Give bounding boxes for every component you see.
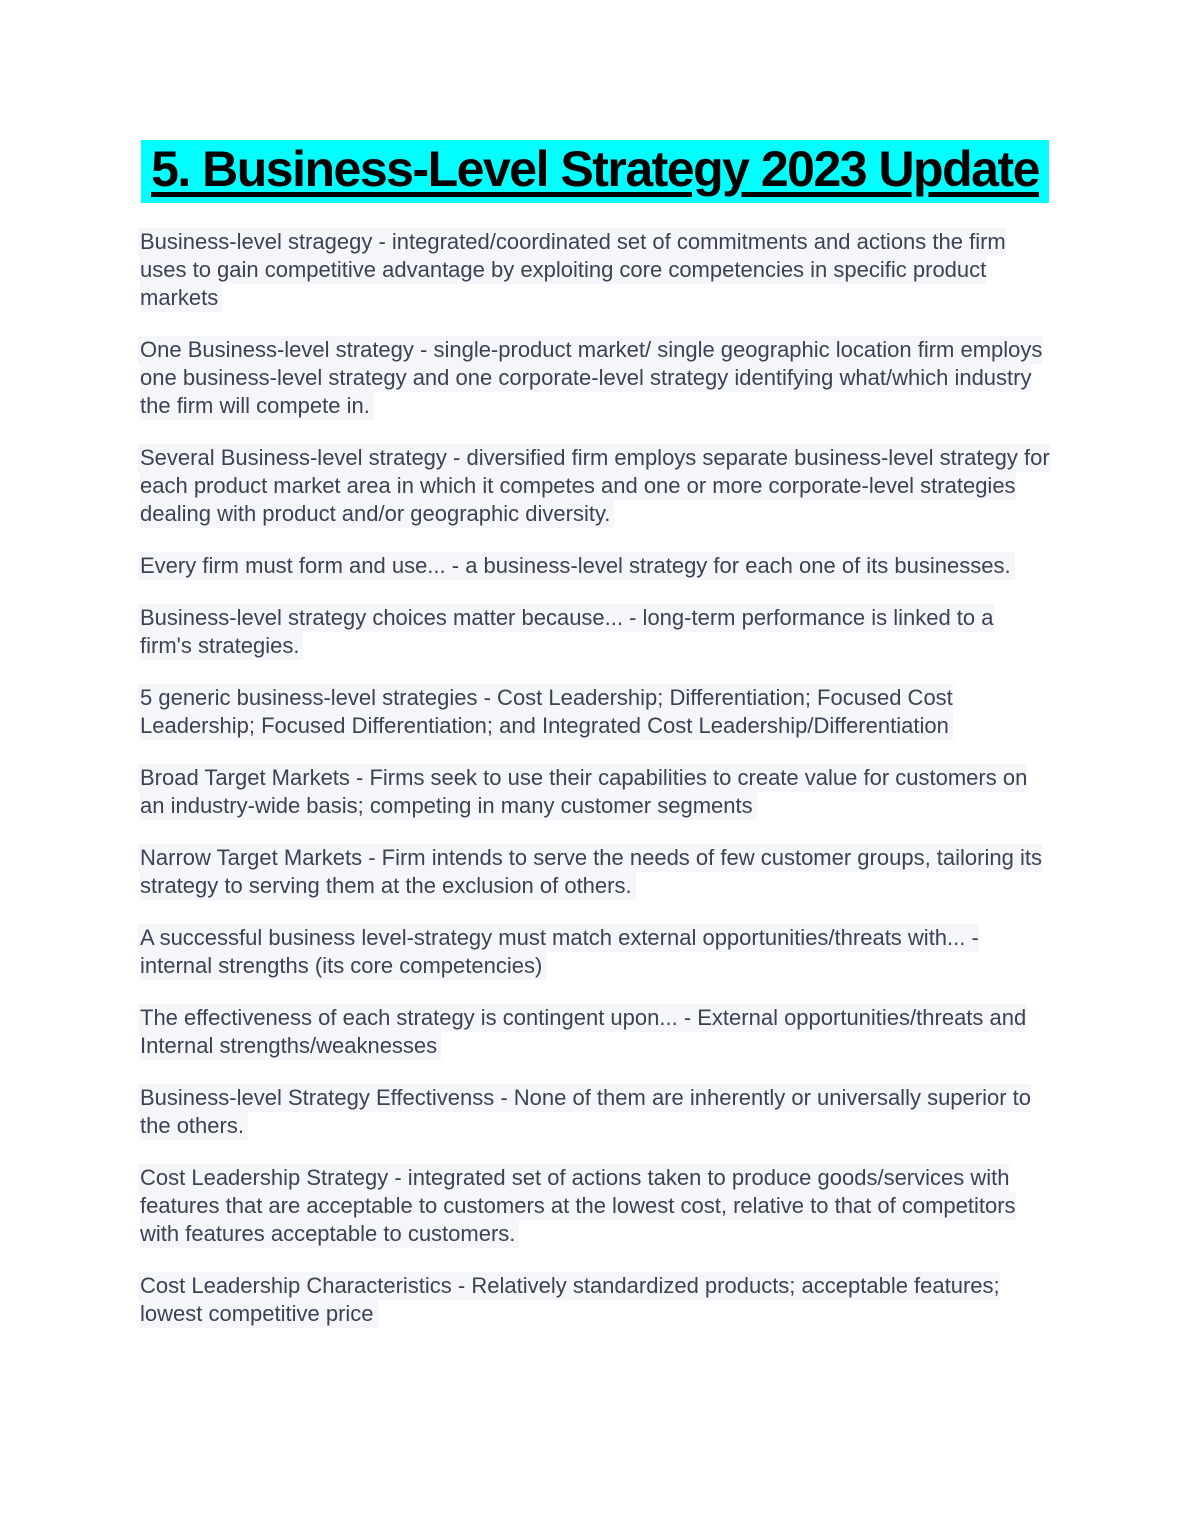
highlighted-text: Business-level stragegy - integrated/coordinated set of commitments and actions the firm uses to gain competitive advantage by exploiting core competencies in specific product markets — [140, 229, 1006, 310]
term-definition — [140, 1004, 1050, 1060]
highlighted-text: Broad Target Markets - Firms seek to use their capabilities to create value for customers on an industry-wide basis; competing in many customer segments — [140, 765, 1028, 818]
term-definition — [140, 924, 1050, 980]
highlighted-text: 5 generic business-level strategies - Cost Leadership; Differentiation; Focused Cost Leadership; Focused Differentiation; and Integrated Cost Leadership/Differentiation — [140, 685, 953, 738]
highlighted-text: Several Business-level strategy - diversified firm employs separate business-level strategy for each product market area in which it competes and one or more corporate-level strategies dealing with product and/or geographic diversity. — [140, 445, 1050, 526]
term-definition — [140, 336, 1050, 420]
highlighted-text: One Business-level strategy - single-product market/ single geographic location firm employs one business-level strategy and one corporate-level strategy identifying what/which industry the firm will compete in. — [140, 337, 1043, 418]
term-definition — [140, 228, 1050, 312]
term-definition — [140, 1272, 1050, 1328]
page-title — [140, 136, 1050, 202]
document-body — [140, 228, 1050, 1328]
page-title-text: 5. Business-Level Strategy 2023 Update — [141, 140, 1049, 203]
highlighted-text: Business-level Strategy Effectivenss - None of them are inherently or universally superior to the others. — [140, 1085, 1032, 1138]
highlighted-text: Cost Leadership Strategy - integrated set of actions taken to produce goods/services with features that are acceptable to customers at the lowest cost, relative to that of competitors with features acceptable to customers. — [140, 1165, 1016, 1246]
highlighted-text: The effectiveness of each strategy is contingent upon... - External opportunities/threats and Internal strengths/weaknesses — [140, 1005, 1027, 1058]
highlighted-text: Narrow Target Markets - Firm intends to serve the needs of few customer groups, tailoring its strategy to serving them at the exclusion of others. — [140, 845, 1042, 898]
term-definition — [140, 844, 1050, 900]
highlighted-text: A successful business level-strategy must match external opportunities/threats with... - internal strengths (its core competencies) — [140, 925, 979, 978]
term-definition — [140, 1164, 1050, 1248]
term-definition — [140, 684, 1050, 740]
term-definition — [140, 1084, 1050, 1140]
term-definition — [140, 764, 1050, 820]
highlighted-text: Every firm must form and use... - a business-level strategy for each one of its businesses. — [138, 552, 1015, 580]
term-definition — [140, 444, 1050, 528]
highlighted-text: Business-level strategy choices matter because... - long-term performance is linked to a firm's strategies. — [140, 605, 994, 658]
highlighted-text: Cost Leadership Characteristics - Relatively standardized products; acceptable features; lowest competitive price — [140, 1273, 1000, 1326]
term-definition — [140, 604, 1050, 660]
term-definition — [140, 552, 1050, 580]
